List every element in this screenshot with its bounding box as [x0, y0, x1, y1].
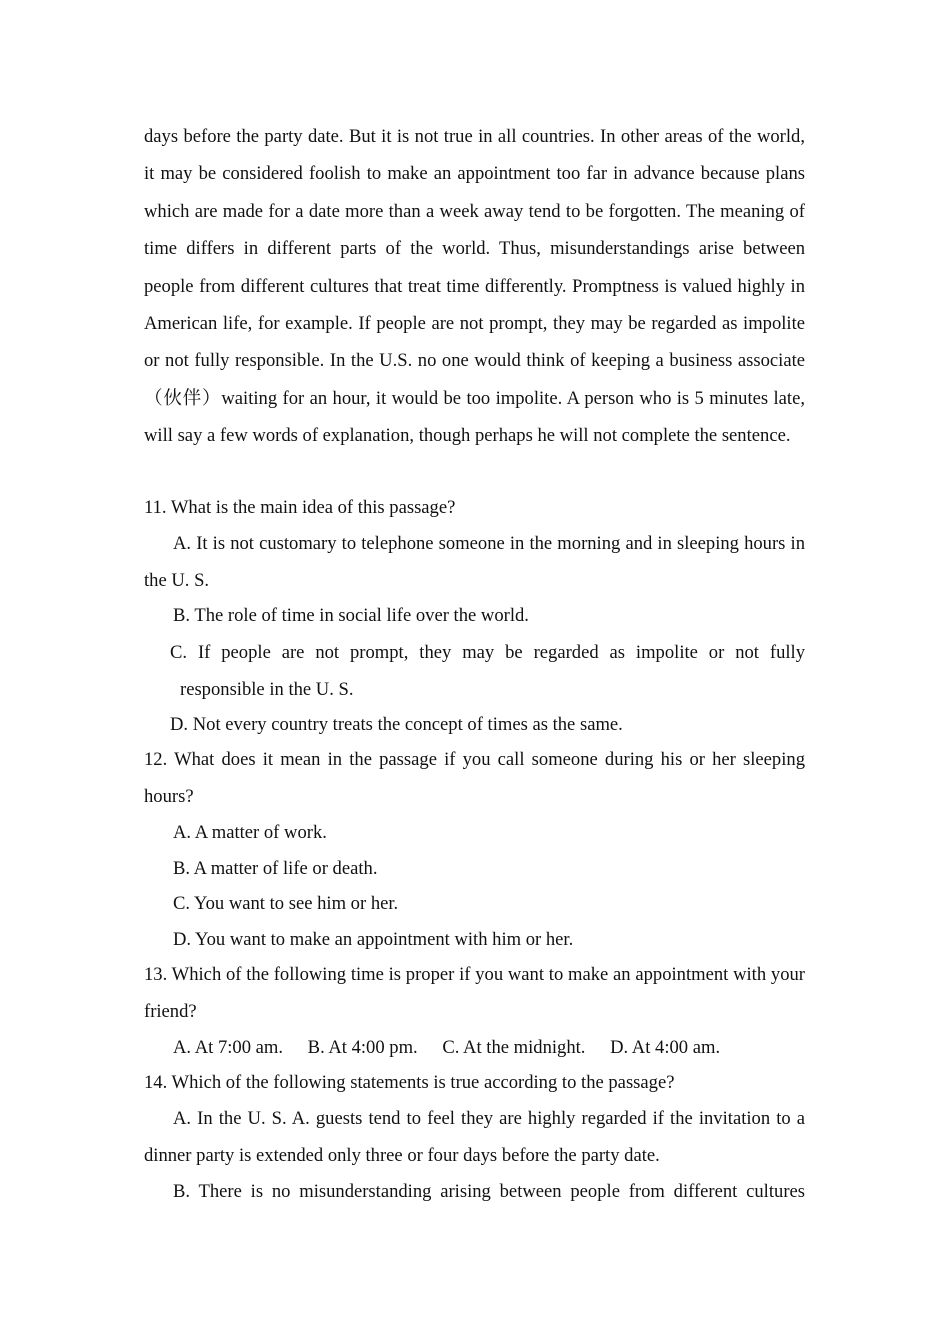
question-11-option-d: D. Not every country treats the concept of times as the same. — [170, 714, 623, 735]
question-11-option-c-line1: C. If people are not prompt, they may be regarded as impolite or not fully — [170, 642, 805, 663]
question-13-options — [173, 1037, 834, 1059]
question-13-option-d: D. At 4:00 am. — [610, 1037, 721, 1058]
question-11-stem: 11. What is the main idea of this passage? — [144, 497, 456, 518]
question-14-option-a: A. In the U. S. A. guests tend to feel they are highly regarded if the invitation to a dinner party is extended only three or four days before the party date. — [144, 1108, 805, 1167]
question-11-option-b: B. The role of time in social life over the world. — [173, 605, 529, 626]
question-12-option-c: C. You want to see him or her. — [173, 893, 399, 914]
passage-text: days before the party date. But it is not true in all countries. In other areas of the world, it may be considered foolish to make an appointment too far in advance because plans which are made for a date more than a week away tend to be forgotten. The meaning of time differs in different parts of the world. Thus, misunderstandings arise between people from different cultures that treat time differently. Promptness is valued highly in American life, for example. If people are not prompt, they may be regarded as impolite or not fully responsible. In the U.S. no one would think of keeping a business associate（伙伴）waiting for an hour, it would be too impolite. A person who is 5 minutes late, will say a few words of explanation, though perhaps he will not complete the sentence. — [144, 126, 805, 447]
question-13-option-a: A. At 7:00 am. — [173, 1037, 284, 1058]
question-12-option-a: A. A matter of work. — [173, 822, 327, 843]
question-13-stem: 13. Which of the following time is proper if you want to make an appointment with your friend? — [144, 964, 805, 1023]
question-14-option-b: B. There is no misunderstanding arising between people from different cultures — [173, 1181, 805, 1202]
question-12-stem: 12. What does it mean in the passage if you call someone during his or her sleeping hours? — [144, 749, 805, 808]
question-11-option-c-line2: responsible in the U. S. — [180, 679, 354, 701]
question-12-option-b: B. A matter of life or death. — [173, 858, 378, 879]
question-12-option-d: D. You want to make an appointment with him or her. — [173, 929, 574, 950]
question-13-option-b: B. At 4:00 pm. — [307, 1037, 418, 1058]
question-11-option-a: A. It is not customary to telephone someone in the morning and in sleeping hours in the U. S. — [144, 533, 805, 592]
question-11-option-c — [170, 634, 805, 709]
question-14-stem: 14. Which of the following statements is true according to the passage? — [144, 1072, 675, 1093]
question-13-option-c: C. At the midnight. — [442, 1037, 586, 1058]
